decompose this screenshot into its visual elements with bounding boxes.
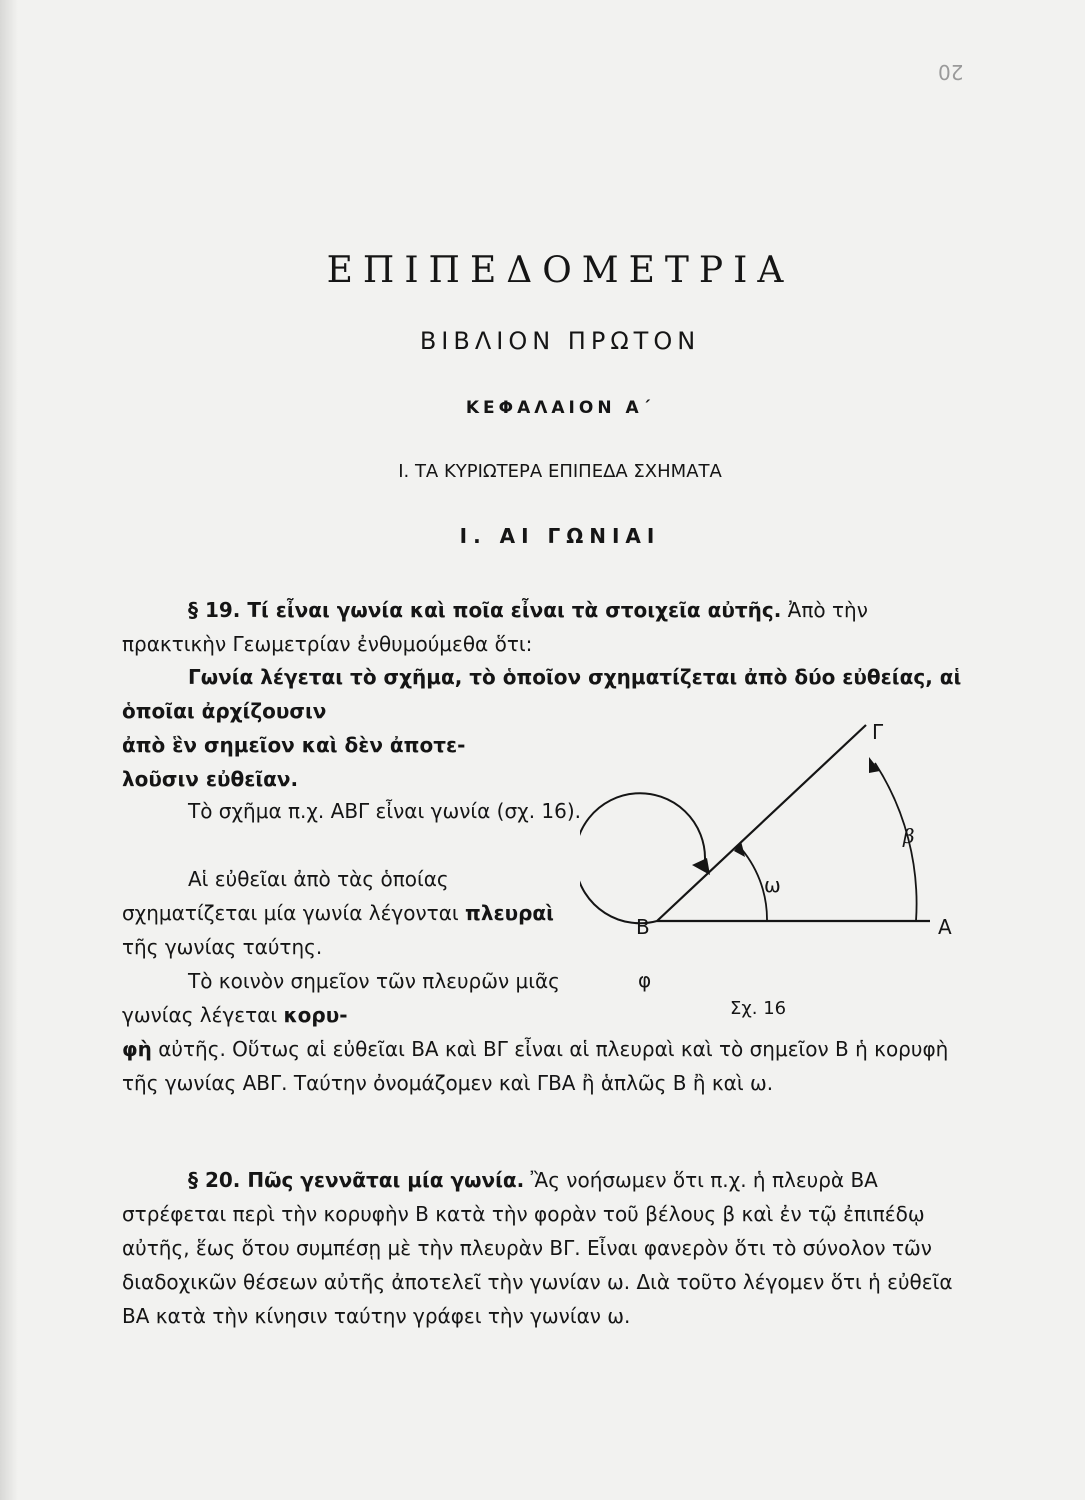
vertex-term-a: κορυ- [283, 1003, 348, 1027]
figure-caption: Σχ. 16 [730, 998, 787, 1019]
label-A: Α [938, 915, 952, 939]
vertex-term-b: φὴ [122, 1037, 152, 1061]
section-20-heading: § 20. Πῶς γεννᾶται μία γωνία. [188, 1168, 525, 1192]
vertex-paragraph-cont [122, 1032, 968, 1100]
definition-b: ἀπὸ ἓν σημεῖον καὶ δὲν ἀποτε- [122, 733, 466, 757]
book-subtitle: ΒΙΒΛΙΟΝ ΠΡΩΤΟΝ [419, 327, 701, 355]
page-number: 20 [938, 60, 964, 84]
vertex-text-d: αὐτῆς. Οὕτως αἱ εὐθεῖαι ΒΑ καὶ ΒΓ εἶναι αἱ πλευραὶ καὶ τὸ σημεῖον Β ἡ κορυφὴ τῆς γωνίας ΑΒΓ. Ταύτην ὀνομάζομεν καὶ ΓΒΑ ἢ ἁπλῶς Β ἢ καὶ ω. [122, 1037, 949, 1095]
book-title: ΕΠΙΠΕΔΟΜΕΤΡΙΑ [326, 250, 794, 291]
angle-figure [580, 715, 980, 1005]
label-omega: ω [764, 873, 781, 897]
label-phi: φ [638, 968, 652, 992]
paragraph-20 [122, 1163, 968, 1333]
section-20-text: Ἂς νοήσωμεν ὅτι π.χ. ἡ πλευρὰ ΒΑ στρέφεται περὶ τὴν κορυφὴν Β κατὰ τὴν φορὰν τοῦ βέλους β καὶ ἐν τῷ ἐπιπέδῳ αὐτῆς, ἕως ὅτου συμπέσῃ μὲ τὴν πλευρὰν ΒΓ. Εἶναι φανερὸν ὅτι τὸ σύνολον τῶν διαδοχικῶν θέσεων αὐτῆς ἀποτελεῖ τὴν γωνίαν ω. Διὰ τοῦτο λέγομεν ὅτι ἡ εὐθεῖα ΒΑ κατὰ τὴν κίνησιν ταύτην γράφει τὴν γωνίαν ω. [122, 1168, 953, 1328]
chapter-heading: ΚΕΦΑΛΑΙΟΝ Α΄ [465, 398, 655, 418]
beta-arrow [869, 757, 880, 773]
sides-text-c: τῆς γωνίας ταύτης. [122, 935, 323, 959]
sides-term: πλευραὶ [465, 901, 554, 925]
definition-a: Γωνία λέγεται τὸ σχῆμα, τὸ ὁποῖον σχηματίζεται ἀπὸ δύο εὐθείας, αἱ ὁποῖαι ἀρχίζουσιν [122, 665, 962, 723]
omega-arrow [734, 841, 745, 857]
definition-c: λοῦσιν εὐθεῖαν. [122, 767, 299, 791]
vertex-paragraph [122, 964, 582, 1032]
label-G: Γ [872, 720, 884, 744]
subsection-heading: Ι. ΑΙ ΓΩΝΙΑΙ [459, 524, 661, 548]
sides-text-a: Αἱ εὐθεῖαι ἀπὸ τὰς ὁποίας σχηματίζεται μία γωνία λέγονται [122, 867, 465, 925]
page-edge [0, 0, 18, 1500]
side-BG [657, 725, 866, 921]
sides-paragraph [122, 862, 582, 964]
vertex-text-a: Τὸ κοινὸν σημεῖον τῶν πλευρῶν μιᾶς γωνίας λέγεται [122, 969, 560, 1027]
paragraph-19-intro [122, 593, 968, 661]
example-text: Τὸ σχῆμα π.χ. ΑΒΓ εἶναι γωνία (σχ. 16). [188, 799, 582, 823]
section-19-intro: Ἀπὸ τὴν πρακτικὴν Γεωμετρίαν ἐνθυμούμεθα ὅτι: [122, 598, 868, 656]
omega-arc [738, 845, 767, 921]
phi-arc [580, 793, 705, 923]
section-heading: Ι. ΤΑ ΚΥΡΙΩΤΕΡΑ ΕΠΙΠΕΔΑ ΣΧΗΜΑΤΑ [398, 461, 722, 482]
label-B: Β [636, 915, 650, 939]
section-19-heading: § 19. Τί εἶναι γωνία καὶ ποῖα εἶναι τὰ στοιχεῖα αὐτῆς. [188, 598, 782, 622]
example-paragraph [122, 794, 582, 828]
label-beta: β [903, 824, 915, 848]
